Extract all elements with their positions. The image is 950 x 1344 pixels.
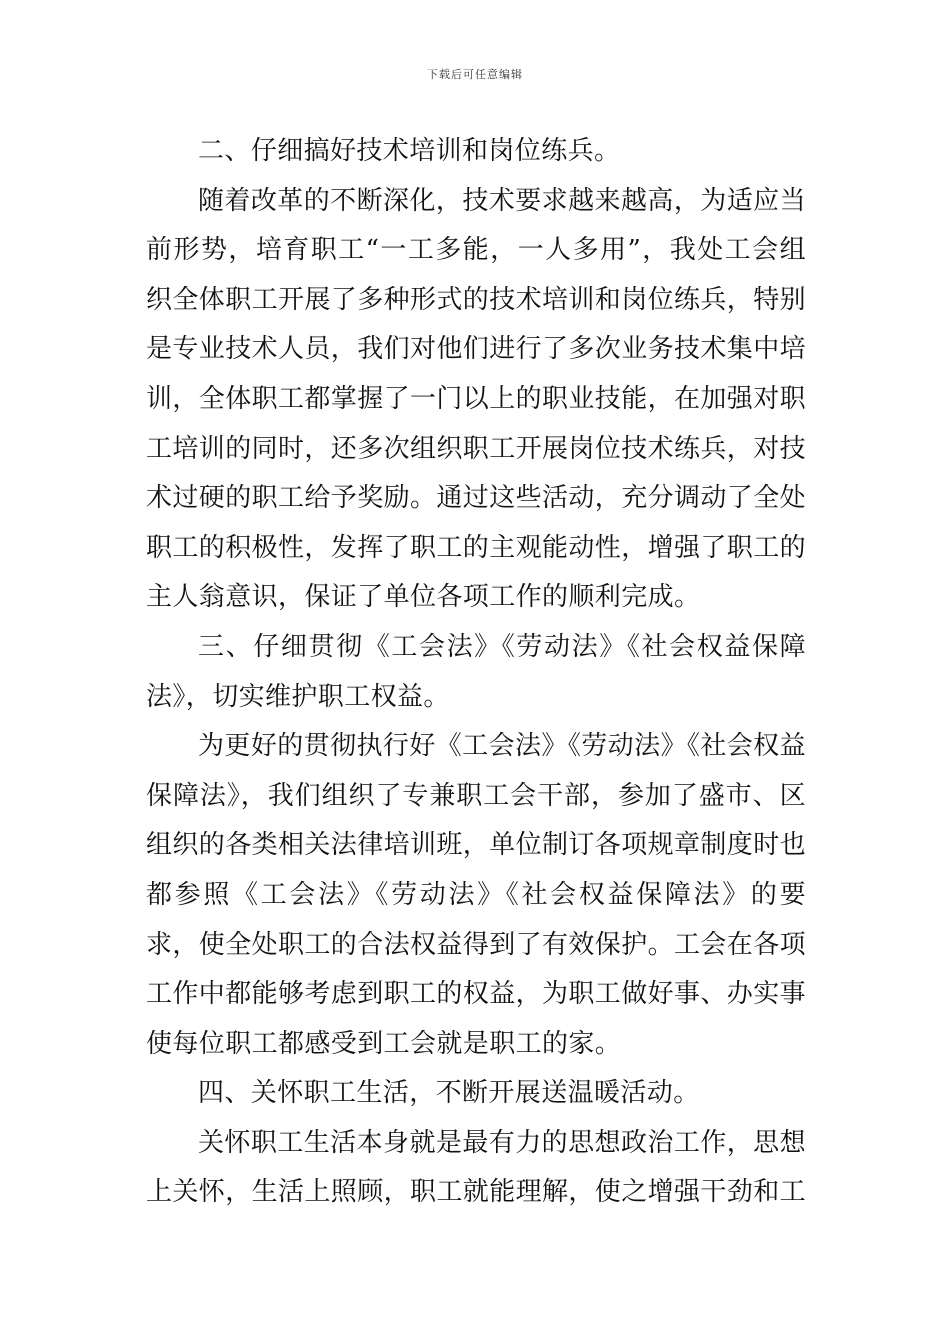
page-header: 下载后可任意编辑 xyxy=(427,68,523,81)
body-paragraph: 为更好的贯彻执行好《工会法》《劳动法》《社会权益保障法》，我们组织了专兼职工会干部，参加了盛市、区组织的各类相关法律培训班，单位制订各项规章制度时也都参照《工会法》《劳动法》《社会权益保障法》的要求，使全处职工的合法权益得到了有效保护。工会在各项工作中都能够考虑到职工的权益，为职工做好事、办实事使每位职工都感受到工会就是职工的家。 xyxy=(146,731,807,1059)
section-heading-4: 四、关怀职工生活，不断开展送温暖活动。 xyxy=(198,1078,700,1109)
document-body xyxy=(146,127,806,1218)
body-paragraph: 关怀职工生活本身就是最有力的思想政治工作，思想上关怀，生活上照顾，职工就能理解，使之增强干劲和工 xyxy=(146,1127,807,1208)
section-heading-2: 二、仔细搞好技术培训和岗位练兵。 xyxy=(198,136,621,166)
section-heading-3: 三、仔细贯彻《工会法》《劳动法》《社会权益保障法》，切实维护职工权益。 xyxy=(146,631,806,712)
body-paragraph: 随着改革的不断深化，技术要求越来越高，为适应当前形势，培育职工“一工多能，一人多用”，我处工会组织全体职工开展了多种形式的技术培训和岗位练兵，特别是专业技术人员，我们对他们进行了多次业务技术集中培训，全体职工都掌握了一门以上的职业技能，在加强对职工培训的同时，还多次组织职工开展岗位技术练兵，对技术过硬的职工给予奖励。通过这些活动，充分调动了全处职工的积极性，发挥了职工的主观能动性，增强了职工的主人翁意识，保证了单位各项工作的顺利完成。 xyxy=(146,185,807,613)
